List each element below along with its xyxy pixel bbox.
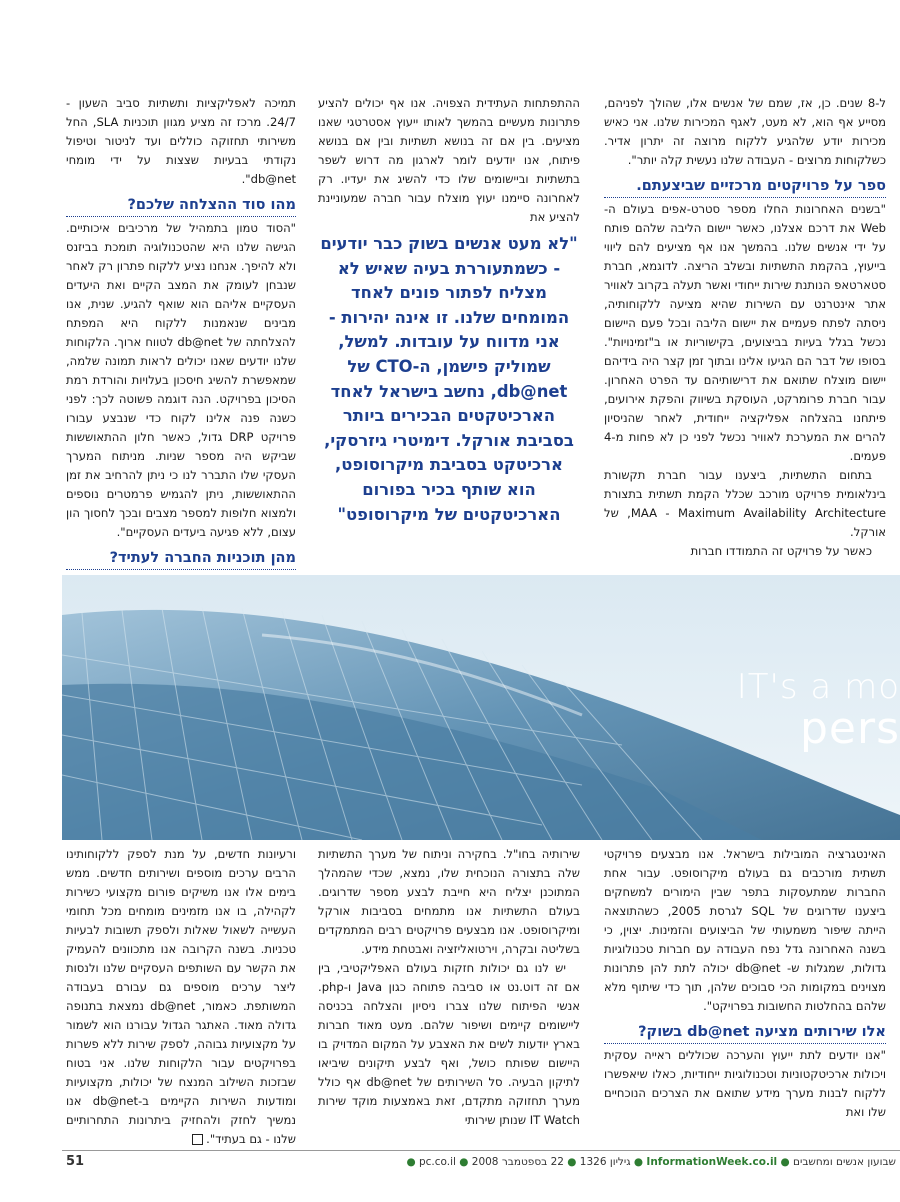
paragraph: יש לנו גם יכולות חזקות בעולם האפליקטיבי, בין אם זה דוט.נט או סביבה פתוחה כגון Java ו-php. אנשי הפיתוח שלנו צברו ניסיון והצלחה בכניסה ליישומים קיימים ושיפור שלהם. מעט מאוד חברות בארץ יודעות לשים את האצבע על המקום המדויק בו היישום שפותח כושל, ואף לבצע תיקונים שיביאו לתיקון הבעיה. סל השירותים של db@net אף כולל מערך תחזוקה מתקדם, זאת באמצעות מוקד שירות IT Watch שנותן שירותי [318,961,580,1127]
overlay-text-line2: pers [799,703,900,754]
paragraph: "הסוד טמון בתמהיל של מרכיבים איכותיים. הגישה שלנו היא שהטכנולוגיה תומכת בביזנס ולא להיפך. אנחנו נציע ללקוח פתרון רק לאחר שנבחן לעומק את המצב הקיים ואת היעדים העסקיים אליהם הוא שואף להגיע. שנית, אנו מבינים שנאמנות ללקוח היא המפתח להצלחתה של db@net לטווח ארוך. הלקוחות שלנו יודעים שאנו יכולים לראות תמונה שלמה, שמאפשרת להשיג חיסכון בעלויות והורדת רמת הסיכון בפרויקט. הנה דוגמה פשוטה לכך: לפני כשנה פנה אלינו לקוח כדי שנבצע עבורו פרויקט DRP גדול, כאשר חלון ההתאוששות שביקש היה מספר שניות. מניתוח המערך העסקי שלו התברר לנו כי ניתן להרחיב את זמן ההתאוששות, ניתן להגמיש פרמטרים נוספים ולמצוא חלופות למספר מצבים ובכך לחסוך הון עצום, ללא פגיעה ביעדים העסקיים". [66,221,296,539]
bullet-icon: ● [777,1156,790,1168]
column-right-top [604,94,886,561]
page-footer [62,1150,900,1173]
paragraph: "בשנים האחרונות החלו מספר סטרט-אפים בעולם ה-Web את דרכם אצלנו, כאשר יישום הליבה שלהם פותח על ידי אנשים שלנו. בהמשך אנו אף מציעים להם ליווי בייעוץ, בהקמת התשתיות ובשלב הריצה. לדוגמא, חברת סטארטאפ הנותנת שירות ייחודי ואשר תעלה בקרוב לאוויר אתר אינטרנט עם השירות שהיא מציעה ללקוחותיה, ניסתה לפתח פעמיים את יישום הליבה ובכל פעם היישום נכשל בגלל בעיות בביצועים, בקישוריות או ב"זמינויות". בסופו של דבר הם הגיעו אלינו ובתוך זמן קצר היה בידיהם יישום מוצלח שתואם את דרישותיהם עד הפרט האחרון. עבור חברת פרומרקט, העוסקת בשיווק והפקת אירועים, פיתחנו בהצלחה אפליקציה ייחודית, לאחר שהניסיון להרים את המערכת לאוויר נכשל לפני כן לא פחות מ-4 פעמים. [604,202,886,463]
paragraph: תמיכה לאפליקציות ותשתיות סביב השעון - 24/7. מרכז זה מציע מגוון תוכניות SLA, החל משירותי תחזוקה כוללים ועד לניטור וטיפול נקודתי בבעיות שצצות על ידי מומחי db@net". [66,96,297,186]
footer-issue: גיליון 1326 [579,1156,631,1168]
bullet-icon: ● [563,1156,577,1168]
glass-building-illustration [62,575,900,840]
section-heading: מהן תוכניות החברה לעתיד? [66,548,296,570]
section-heading: מהו סוד ההצלחה שלכם? [66,195,296,217]
footer-brand: InformationWeek.co.il [646,1156,778,1168]
paragraph-text: ורעיונות חדשים, על מנת לספק ללקוחותינו הרבים ערכים מוספים ושירותים חדשים. ממש בימים אלו אנו משיקים פורום מקצועי כשירות לקהילה, בו אנו מזמינים מומחים מכל תחומי העשייה לשאול שאלות ולספק תשובות לבעיות טכניות. בשנה הקרובה אנו מתכוונים להעמיק את הקשר עם השותפים העסקיים שלנו ולנסות ליצר ערכים מוספים גם עבורם בעבודה המשותפת. כאמור, db@net נמצאת בתנופה גדולה מאוד. האתגר הגדול עבורנו הוא לשמור על מקצועיות גבוהה, לספק שירות ללא פשרות בפרויקטים עבור הלקוחות שלנו. אני בטוח שבזכות השילוב המנצח של יכולות, מקצועיות ומודעות השירות הקיימים ב-db@net אנו נמשיך לחזק ולהחזיק ביתרונות התחרותיים שלנו - גם בעתיד". [66,847,296,1146]
paragraph: "אנו יודעים לתת ייעוץ והערכה שכוללים ראייה עסקית ויכולות ארכיטקטוניות וטכנולוגיות ייחודיות, כאלו שיאפשרו ללקוח לבנות מערך מידע שתואם את הצרכים הנוכחיים שלו ואת [604,1048,886,1119]
bullet-icon: ● [455,1156,469,1168]
paragraph: שירותיה בחו"ל. בחקירה וניתוח של מערך התשתיות שלה בתצורה הנוכחית שלו, נמצא, שכדי שהמהלך המתוכנן יצליח היא חייבת לבצע מספר שדרוגים. בעולם התשתיות אנו מתמחים בסביבות אורקל ומיקרוסופט. אנו מבצעים פרויקטים רבים המתמקדים בשליטה ובקרה, וירטואליזציה ואבטחת מידע. [318,847,580,956]
paragraph: ההתפתחות העתידית הצפויה. אנו אף יכולים להציע פתרונות מעשיים בהמשך לאותו ייעוץ אסטרטגי שאנו מציעים. בין אם זה בנושא תשתיות ובין אם בנושא פיתוח, אנו יודעים לומר לארגון מה דרוש לשפר בתשתיות וביישומים שלו כדי להשיג את יעדיו. רק לאחרונה סיימנו יעוץ מוצלח עבור חברה שמעוניינת להציע את [318,96,580,224]
bullet-icon: ● [630,1156,644,1168]
section-heading: ספר על פרויקטים מרכזיים שביצעתם. [604,176,886,198]
column-middle-bottom [318,845,580,1130]
paragraph: בתחום התשתיות, ביצענו עבור חברת תקשורת בינלאומית פרויקט מורכב שכלל הקמת תשתית בתצורת MAA - Maximum Availability Architecture, של אורקל. [604,468,886,539]
page-number: 51 [66,1154,85,1169]
paragraph: האינטגרציה המובילות בישראל. אנו מבצעים פרויקטי תשתית מורכבים גם בעולם מיקרוסופט. עבור אחת החברות שמתעסקות בתפר שבין הימורים למשחקים ביצענו שדרוגים של SQL לגרסת 2005, כשהתוצאה הייתה שיפור משמעותי של הביצועים והזמינות. יצוין, כי בשנה האחרונה גדל נפח העבודה עם חברות טכנולוגיות גדולות, שמגלות ש- db@net יכולה לתת להן פתרונות מצוינים במקומות הכי סבוכים שלהן, תוך כדי שיתוף מלא שלהם בהחלטות החשובות בפרויקט". [604,847,886,1013]
column-right-bottom [604,845,886,1122]
footer-site: pc.co.il [418,1156,456,1168]
column-left-bottom [66,845,296,1149]
end-mark-icon [192,1134,203,1145]
footer-text [406,1151,896,1173]
bullet-icon: ● [406,1156,416,1168]
footer-date: 22 בספטמבר 2008 [471,1156,564,1168]
footer-weekly: שבועון אנשים ומחשבים [793,1156,896,1168]
column-left-top [66,94,296,591]
paragraph: כאשר על פרויקט זה התמודדו חברות [690,544,872,558]
section-heading: אלו שירותים מציעה db@net בשוק? [604,1022,886,1044]
column-middle-top [318,94,580,227]
building-photo [62,575,900,840]
pull-quote: "לא מעט אנשים בשוק כבר יודעים - כשמתעוררת בעיה שאיש לא מצליח לפתור פונים לאחד המומחים שלנו. זו אינה יהירות - אני מדווח על עובדות. למשל, שמוליק פישמן, ה-CTO של db@net, נחשב בישראל לאחד הארכיטקטים הבכירים ביותר בסביבת אורקל. דימיטרי גיזרסקי, ארכיטקט בסביבת מיקרוסופט, הוא שותף בכיר בפורום הארכיטקטים של מיקרוסופט" [320,234,578,524]
paragraph [66,845,296,1149]
overlay-text-line1: IT's a mo [736,667,900,707]
paragraph: ל-8 שנים. כן, אז, שמם של אנשים אלו, שהולך לפניהם, מסייע אף הוא, לא מעט, לאגף המכירות שלנו. אני כאיש מכירות יודע שלהגיע ללקוח מרוצה זה יתרון אדיר. כשלקוחות מרוצים - העבודה שלנו נעשית קלה יותר". [604,96,886,167]
